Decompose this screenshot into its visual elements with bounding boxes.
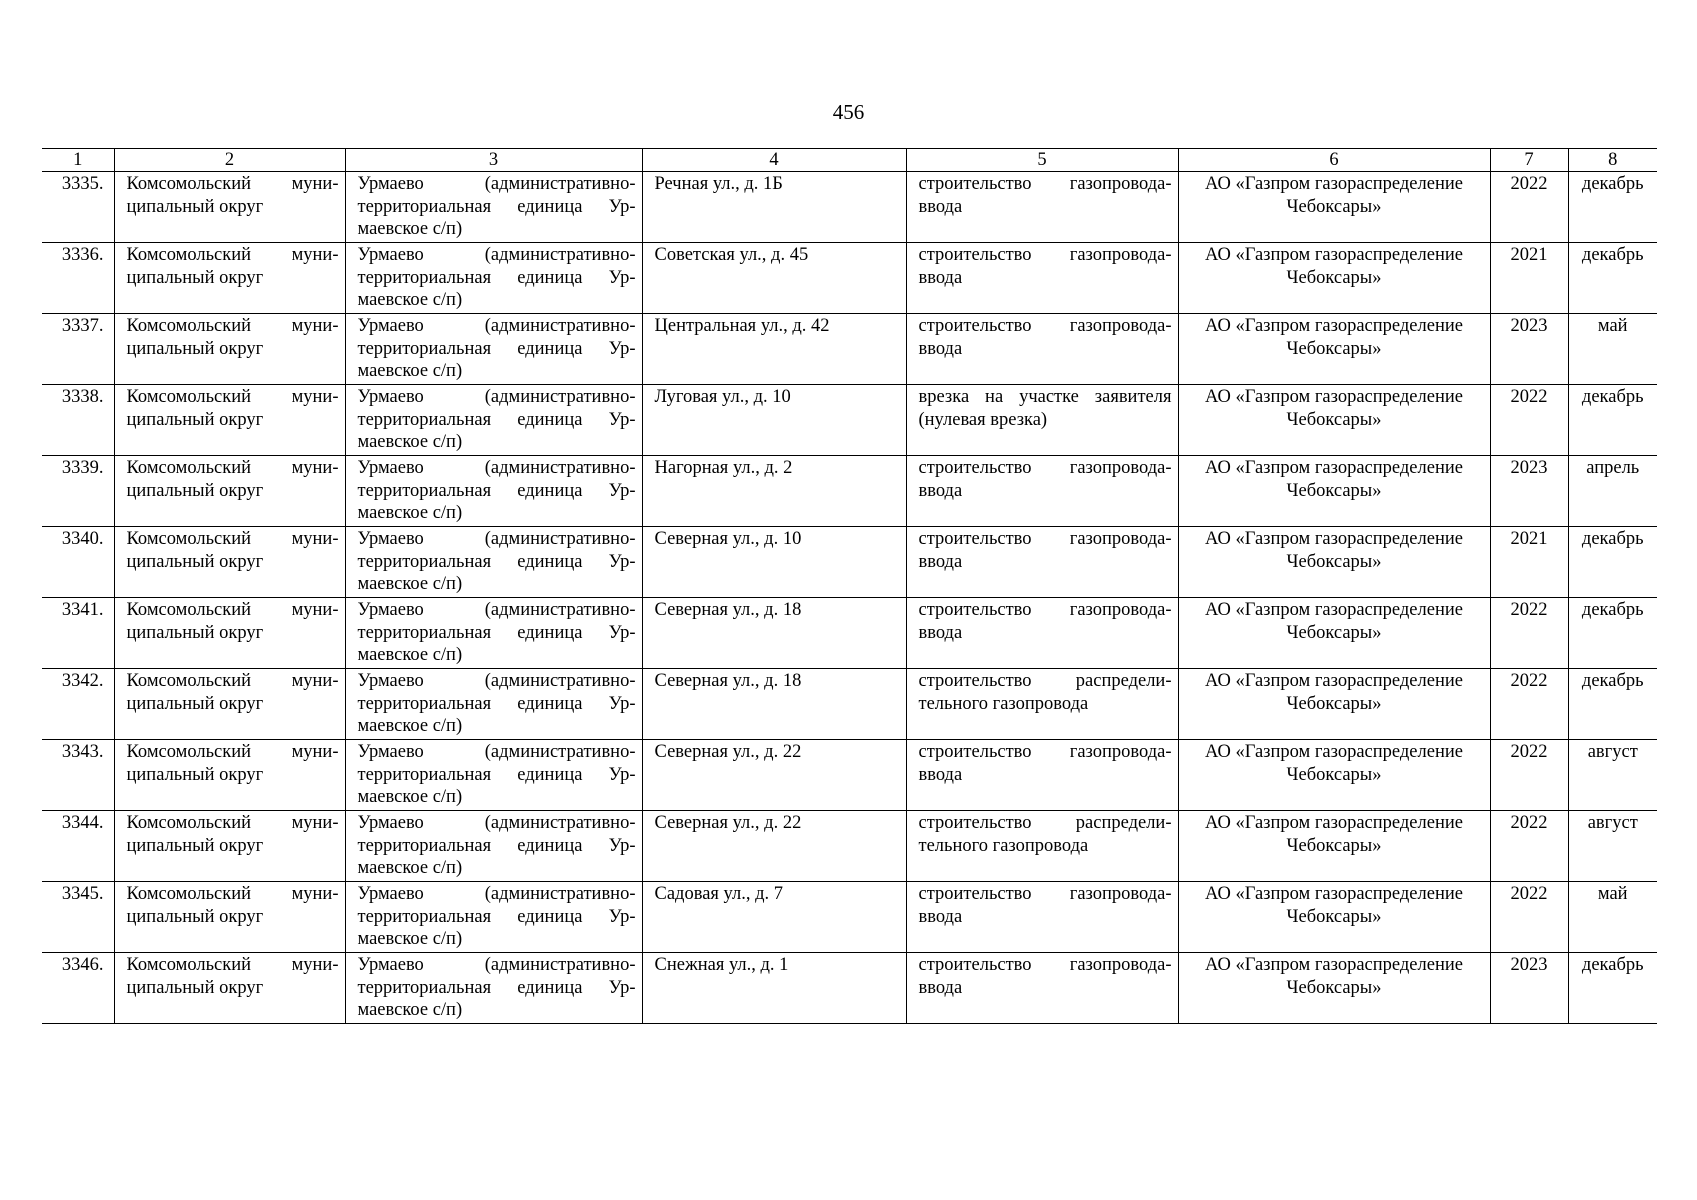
column-header-5: 5 — [906, 149, 1178, 172]
district-cell: Комсомольский муни-ципальный округ — [114, 456, 345, 527]
year-cell: 2021 — [1490, 527, 1568, 598]
organization-cell: АО «Газпром газораспределение Чебоксары» — [1178, 740, 1490, 811]
year-cell: 2022 — [1490, 669, 1568, 740]
year-cell: 2022 — [1490, 598, 1568, 669]
column-header-7: 7 — [1490, 149, 1568, 172]
column-header-4: 4 — [642, 149, 906, 172]
month-cell: декабрь — [1568, 172, 1657, 243]
row-number: 3336. — [42, 243, 114, 314]
district-cell: Комсомольский муни-ципальный округ — [114, 811, 345, 882]
settlement-cell: Урмаево (административно-территориальная единица Ур-маевское с/п) — [345, 314, 642, 385]
settlement-cell: Урмаево (административно-территориальная единица Ур-маевское с/п) — [345, 669, 642, 740]
organization-cell: АО «Газпром газораспределение Чебоксары» — [1178, 314, 1490, 385]
month-cell: декабрь — [1568, 385, 1657, 456]
table-row — [42, 172, 1657, 243]
year-cell: 2022 — [1490, 172, 1568, 243]
column-number-row — [42, 149, 1657, 172]
row-number: 3338. — [42, 385, 114, 456]
row-number: 3340. — [42, 527, 114, 598]
district-cell: Комсомольский муни-ципальный округ — [114, 598, 345, 669]
organization-cell: АО «Газпром газораспределение Чебоксары» — [1178, 598, 1490, 669]
address-cell: Северная ул., д. 18 — [642, 669, 906, 740]
district-cell: Комсомольский муни-ципальный округ — [114, 669, 345, 740]
district-cell: Комсомольский муни-ципальный округ — [114, 740, 345, 811]
organization-cell: АО «Газпром газораспределение Чебоксары» — [1178, 243, 1490, 314]
table-row — [42, 527, 1657, 598]
column-header-8: 8 — [1568, 149, 1657, 172]
table-row — [42, 243, 1657, 314]
table-row — [42, 456, 1657, 527]
district-cell: Комсомольский муни-ципальный округ — [114, 172, 345, 243]
year-cell: 2022 — [1490, 811, 1568, 882]
row-number: 3344. — [42, 811, 114, 882]
work-type-cell: строительство газопровода-ввода — [906, 172, 1178, 243]
year-cell: 2022 — [1490, 740, 1568, 811]
district-cell: Комсомольский муни-ципальный округ — [114, 314, 345, 385]
year-cell: 2022 — [1490, 385, 1568, 456]
work-type-cell: строительство распредели-тельного газопровода — [906, 811, 1178, 882]
row-number: 3335. — [42, 172, 114, 243]
row-number: 3346. — [42, 953, 114, 1024]
work-type-cell: строительство газопровода-ввода — [906, 740, 1178, 811]
page-number: 456 — [832, 100, 865, 124]
settlement-cell: Урмаево (административно-территориальная единица Ур-маевское с/п) — [345, 456, 642, 527]
district-cell: Комсомольский муни-ципальный округ — [114, 953, 345, 1024]
row-number: 3339. — [42, 456, 114, 527]
month-cell: май — [1568, 314, 1657, 385]
work-type-cell: строительство газопровода-ввода — [906, 598, 1178, 669]
table-row — [42, 811, 1657, 882]
work-type-cell: строительство газопровода-ввода — [906, 243, 1178, 314]
table-row — [42, 740, 1657, 811]
settlement-cell: Урмаево (административно-территориальная единица Ур-маевское с/п) — [345, 527, 642, 598]
month-cell: апрель — [1568, 456, 1657, 527]
month-cell: август — [1568, 811, 1657, 882]
table-row — [42, 314, 1657, 385]
organization-cell: АО «Газпром газораспределение Чебоксары» — [1178, 953, 1490, 1024]
column-header-2: 2 — [114, 149, 345, 172]
row-number: 3337. — [42, 314, 114, 385]
table-row — [42, 882, 1657, 953]
address-cell: Северная ул., д. 22 — [642, 811, 906, 882]
month-cell: май — [1568, 882, 1657, 953]
month-cell: декабрь — [1568, 527, 1657, 598]
settlement-cell: Урмаево (административно-территориальная единица Ур-маевское с/п) — [345, 385, 642, 456]
address-cell: Центральная ул., д. 42 — [642, 314, 906, 385]
year-cell: 2023 — [1490, 953, 1568, 1024]
organization-cell: АО «Газпром газораспределение Чебоксары» — [1178, 456, 1490, 527]
year-cell: 2023 — [1490, 456, 1568, 527]
month-cell: декабрь — [1568, 669, 1657, 740]
month-cell: декабрь — [1568, 953, 1657, 1024]
address-cell: Садовая ул., д. 7 — [642, 882, 906, 953]
table-row — [42, 598, 1657, 669]
work-type-cell: строительство распредели-тельного газопровода — [906, 669, 1178, 740]
column-header-6: 6 — [1178, 149, 1490, 172]
organization-cell: АО «Газпром газораспределение Чебоксары» — [1178, 527, 1490, 598]
settlement-cell: Урмаево (административно-территориальная единица Ур-маевское с/п) — [345, 740, 642, 811]
organization-cell: АО «Газпром газораспределение Чебоксары» — [1178, 385, 1490, 456]
year-cell: 2021 — [1490, 243, 1568, 314]
settlement-cell: Урмаево (административно-территориальная единица Ур-маевское с/п) — [345, 598, 642, 669]
settlement-cell: Урмаево (административно-территориальная единица Ур-маевское с/п) — [345, 811, 642, 882]
organization-cell: АО «Газпром газораспределение Чебоксары» — [1178, 172, 1490, 243]
district-cell: Комсомольский муни-ципальный округ — [114, 243, 345, 314]
address-cell: Северная ул., д. 22 — [642, 740, 906, 811]
address-cell: Снежная ул., д. 1 — [642, 953, 906, 1024]
year-cell: 2022 — [1490, 882, 1568, 953]
table-row — [42, 385, 1657, 456]
month-cell: август — [1568, 740, 1657, 811]
registry-table — [42, 148, 1657, 1024]
work-type-cell: строительство газопровода-ввода — [906, 882, 1178, 953]
settlement-cell: Урмаево (административно-территориальная единица Ур-маевское с/п) — [345, 243, 642, 314]
district-cell: Комсомольский муни-ципальный округ — [114, 882, 345, 953]
address-cell: Советская ул., д. 45 — [642, 243, 906, 314]
district-cell: Комсомольский муни-ципальный округ — [114, 385, 345, 456]
row-number: 3345. — [42, 882, 114, 953]
settlement-cell: Урмаево (административно-территориальная единица Ур-маевское с/п) — [345, 953, 642, 1024]
address-cell: Северная ул., д. 10 — [642, 527, 906, 598]
work-type-cell: врезка на участке заявителя (нулевая врезка) — [906, 385, 1178, 456]
address-cell: Нагорная ул., д. 2 — [642, 456, 906, 527]
row-number: 3341. — [42, 598, 114, 669]
row-number: 3343. — [42, 740, 114, 811]
organization-cell: АО «Газпром газораспределение Чебоксары» — [1178, 882, 1490, 953]
work-type-cell: строительство газопровода-ввода — [906, 456, 1178, 527]
organization-cell: АО «Газпром газораспределение Чебоксары» — [1178, 811, 1490, 882]
table-row — [42, 953, 1657, 1024]
work-type-cell: строительство газопровода-ввода — [906, 314, 1178, 385]
organization-cell: АО «Газпром газораспределение Чебоксары» — [1178, 669, 1490, 740]
address-cell: Речная ул., д. 1Б — [642, 172, 906, 243]
work-type-cell: строительство газопровода-ввода — [906, 527, 1178, 598]
table-row — [42, 669, 1657, 740]
work-type-cell: строительство газопровода-ввода — [906, 953, 1178, 1024]
column-header-1: 1 — [42, 149, 114, 172]
month-cell: декабрь — [1568, 243, 1657, 314]
column-header-3: 3 — [345, 149, 642, 172]
address-cell: Луговая ул., д. 10 — [642, 385, 906, 456]
year-cell: 2023 — [1490, 314, 1568, 385]
district-cell: Комсомольский муни-ципальный округ — [114, 527, 345, 598]
address-cell: Северная ул., д. 18 — [642, 598, 906, 669]
settlement-cell: Урмаево (административно-территориальная единица Ур-маевское с/п) — [345, 882, 642, 953]
settlement-cell: Урмаево (административно-территориальная единица Ур-маевское с/п) — [345, 172, 642, 243]
row-number: 3342. — [42, 669, 114, 740]
month-cell: декабрь — [1568, 598, 1657, 669]
